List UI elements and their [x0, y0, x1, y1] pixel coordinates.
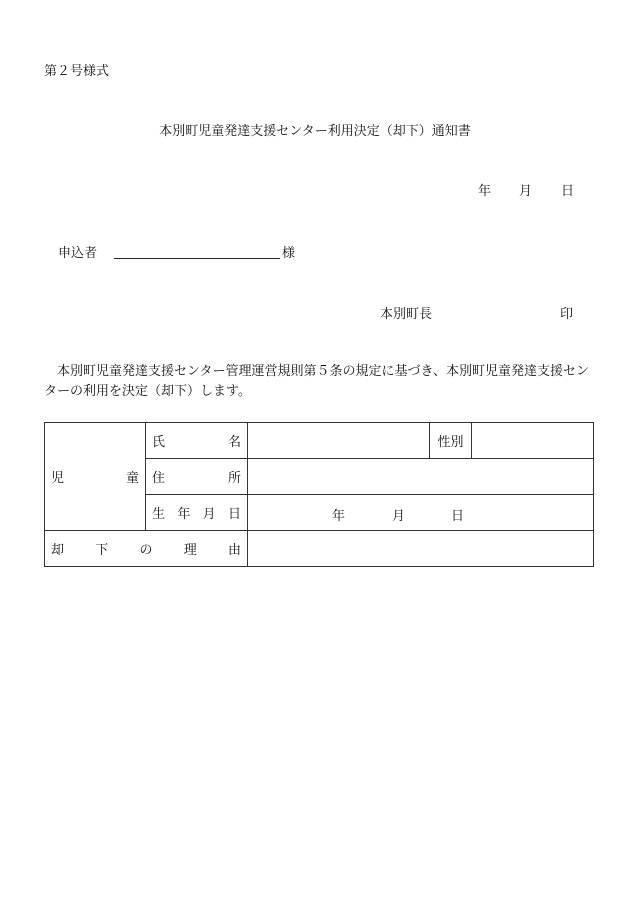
reason-label-char: 下 [95, 543, 109, 558]
birthdate-label-char: 月 [202, 507, 216, 522]
child-label-cell [45, 423, 146, 531]
birthdate-value-cell[interactable] [248, 495, 594, 531]
applicant-suffix: 様 [282, 246, 296, 261]
seal-mark: 印 [560, 307, 574, 322]
child-label-char: 児 [51, 471, 65, 486]
birth-year-label: 年 [332, 509, 346, 524]
child-label-char: 童 [125, 471, 139, 486]
gender-label: 性別 [437, 435, 464, 450]
name-label-cell [146, 423, 248, 459]
mayor-label: 本別町長 [380, 307, 433, 322]
name-label-char: 名 [227, 435, 241, 450]
notice-body-text: 本別町児童発達支援センター管理運営規則第５条の規定に基づき、本別町児童発達支援センターの利用を決定（却下）します。 [44, 364, 589, 399]
name-value-cell[interactable] [248, 423, 430, 459]
birth-day-label: 日 [451, 509, 465, 524]
applicant-label: 申込者 [58, 246, 98, 261]
reason-label-char: の [139, 543, 153, 558]
birthdate-label-char: 年 [177, 507, 191, 522]
address-label-char: 所 [227, 471, 241, 486]
form-number: 第２号様式 [44, 64, 110, 79]
name-label-char: 氏 [152, 435, 166, 450]
reason-label-char: 理 [183, 543, 197, 558]
birth-month-label: 月 [392, 509, 406, 524]
reason-label-char: 却 [51, 543, 65, 558]
birthdate-label-char: 生 [152, 507, 166, 522]
reason-label-char: 由 [227, 543, 241, 558]
document-title: 本別町児童発達支援センター利用決定（却下）通知書 [159, 124, 471, 139]
child-info-table [44, 422, 594, 567]
gender-label-cell [430, 423, 472, 459]
reason-value-cell[interactable] [248, 531, 594, 567]
gender-value-cell[interactable] [472, 423, 594, 459]
address-label-cell [146, 459, 248, 495]
date-month-label: 月 [519, 184, 533, 199]
date-day-label: 日 [561, 184, 575, 199]
birthdate-label-cell [146, 495, 248, 531]
birthdate-label-char: 日 [227, 507, 241, 522]
applicant-name-line[interactable] [114, 258, 280, 259]
reason-label-cell [45, 531, 248, 567]
date-year-label: 年 [478, 184, 492, 199]
address-label-char: 住 [152, 471, 166, 486]
address-value-cell[interactable] [248, 459, 594, 495]
